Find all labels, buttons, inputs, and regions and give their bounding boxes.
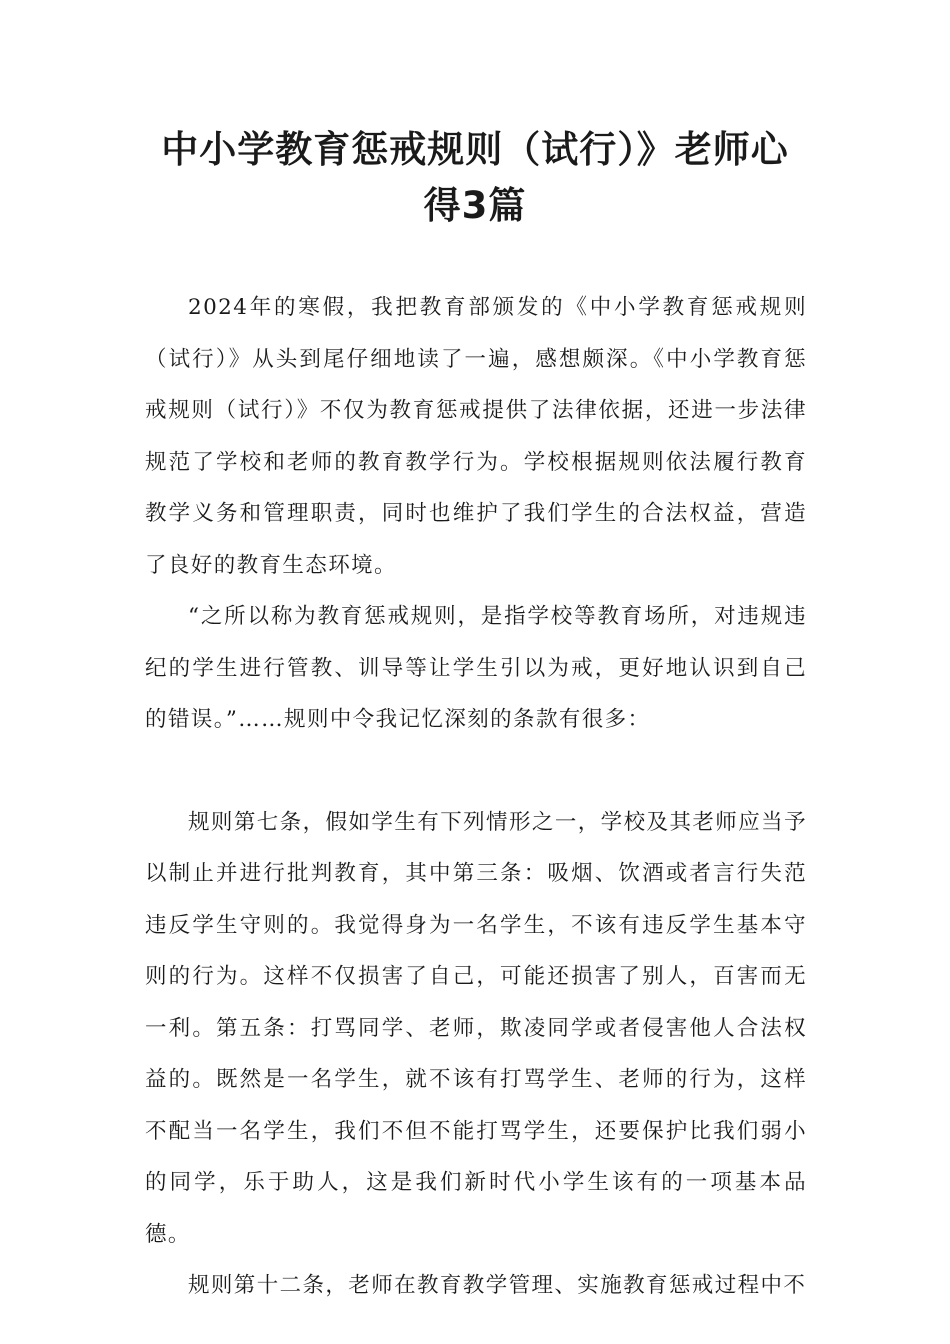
title-line-1: 中小学教育惩戒规则（试行）》老师心 (161, 128, 789, 171)
paragraph-article-7: 规则第七条，假如学生有下列情形之一，学校及其老师应当予以制止并进行批判教育，其中第三条：吸烟、饮酒或者言行失范违反学生守则的。我觉得身为一名学生，不该有违反学生基本守则的行为。这样不仅损害了自己，可能还损害了别人，百害而无一利。第五条：打骂同学、老师，欺凌同学或者侵害他人合法权益的。既然是一名学生，就不该有打骂学生、老师的行为，这样不配当一名学生，我们不但不能打骂学生，还要保护比我们弱小的同学，乐于助人，这是我们新时代小学生该有的一项基本品德。 (145, 809, 807, 1247)
title-line-2: 得3篇 (423, 184, 527, 227)
paragraph-article-12: 规则第十二条，老师在教育教学管理、实施教育惩戒过程中不 (188, 1273, 807, 1298)
paragraph-intro: 2024年的寒假，我把教育部颁发的《中小学教育惩戒规则（试行）》从头到尾仔细地读了一遍，感想颇深。《中小学教育惩戒规则（试行）》不仅为教育惩戒提供了法律依据，还进一步法律规范了学校和老师的教育教学行为。学校根据规则依法履行教育教学义务和管理职责，同时也维护了我们学生的合法权益，营造了良好的教育生态环境。 (145, 295, 807, 578)
document-body (145, 282, 807, 1312)
document-title (140, 122, 810, 234)
paragraph-quote: “之所以称为教育惩戒规则，是指学校等教育场所，对违规违纪的学生进行管教、训导等让学生引以为戒，更好地认识到自己的错误。”……规则中令我记忆深刻的条款有很多： (145, 604, 807, 732)
